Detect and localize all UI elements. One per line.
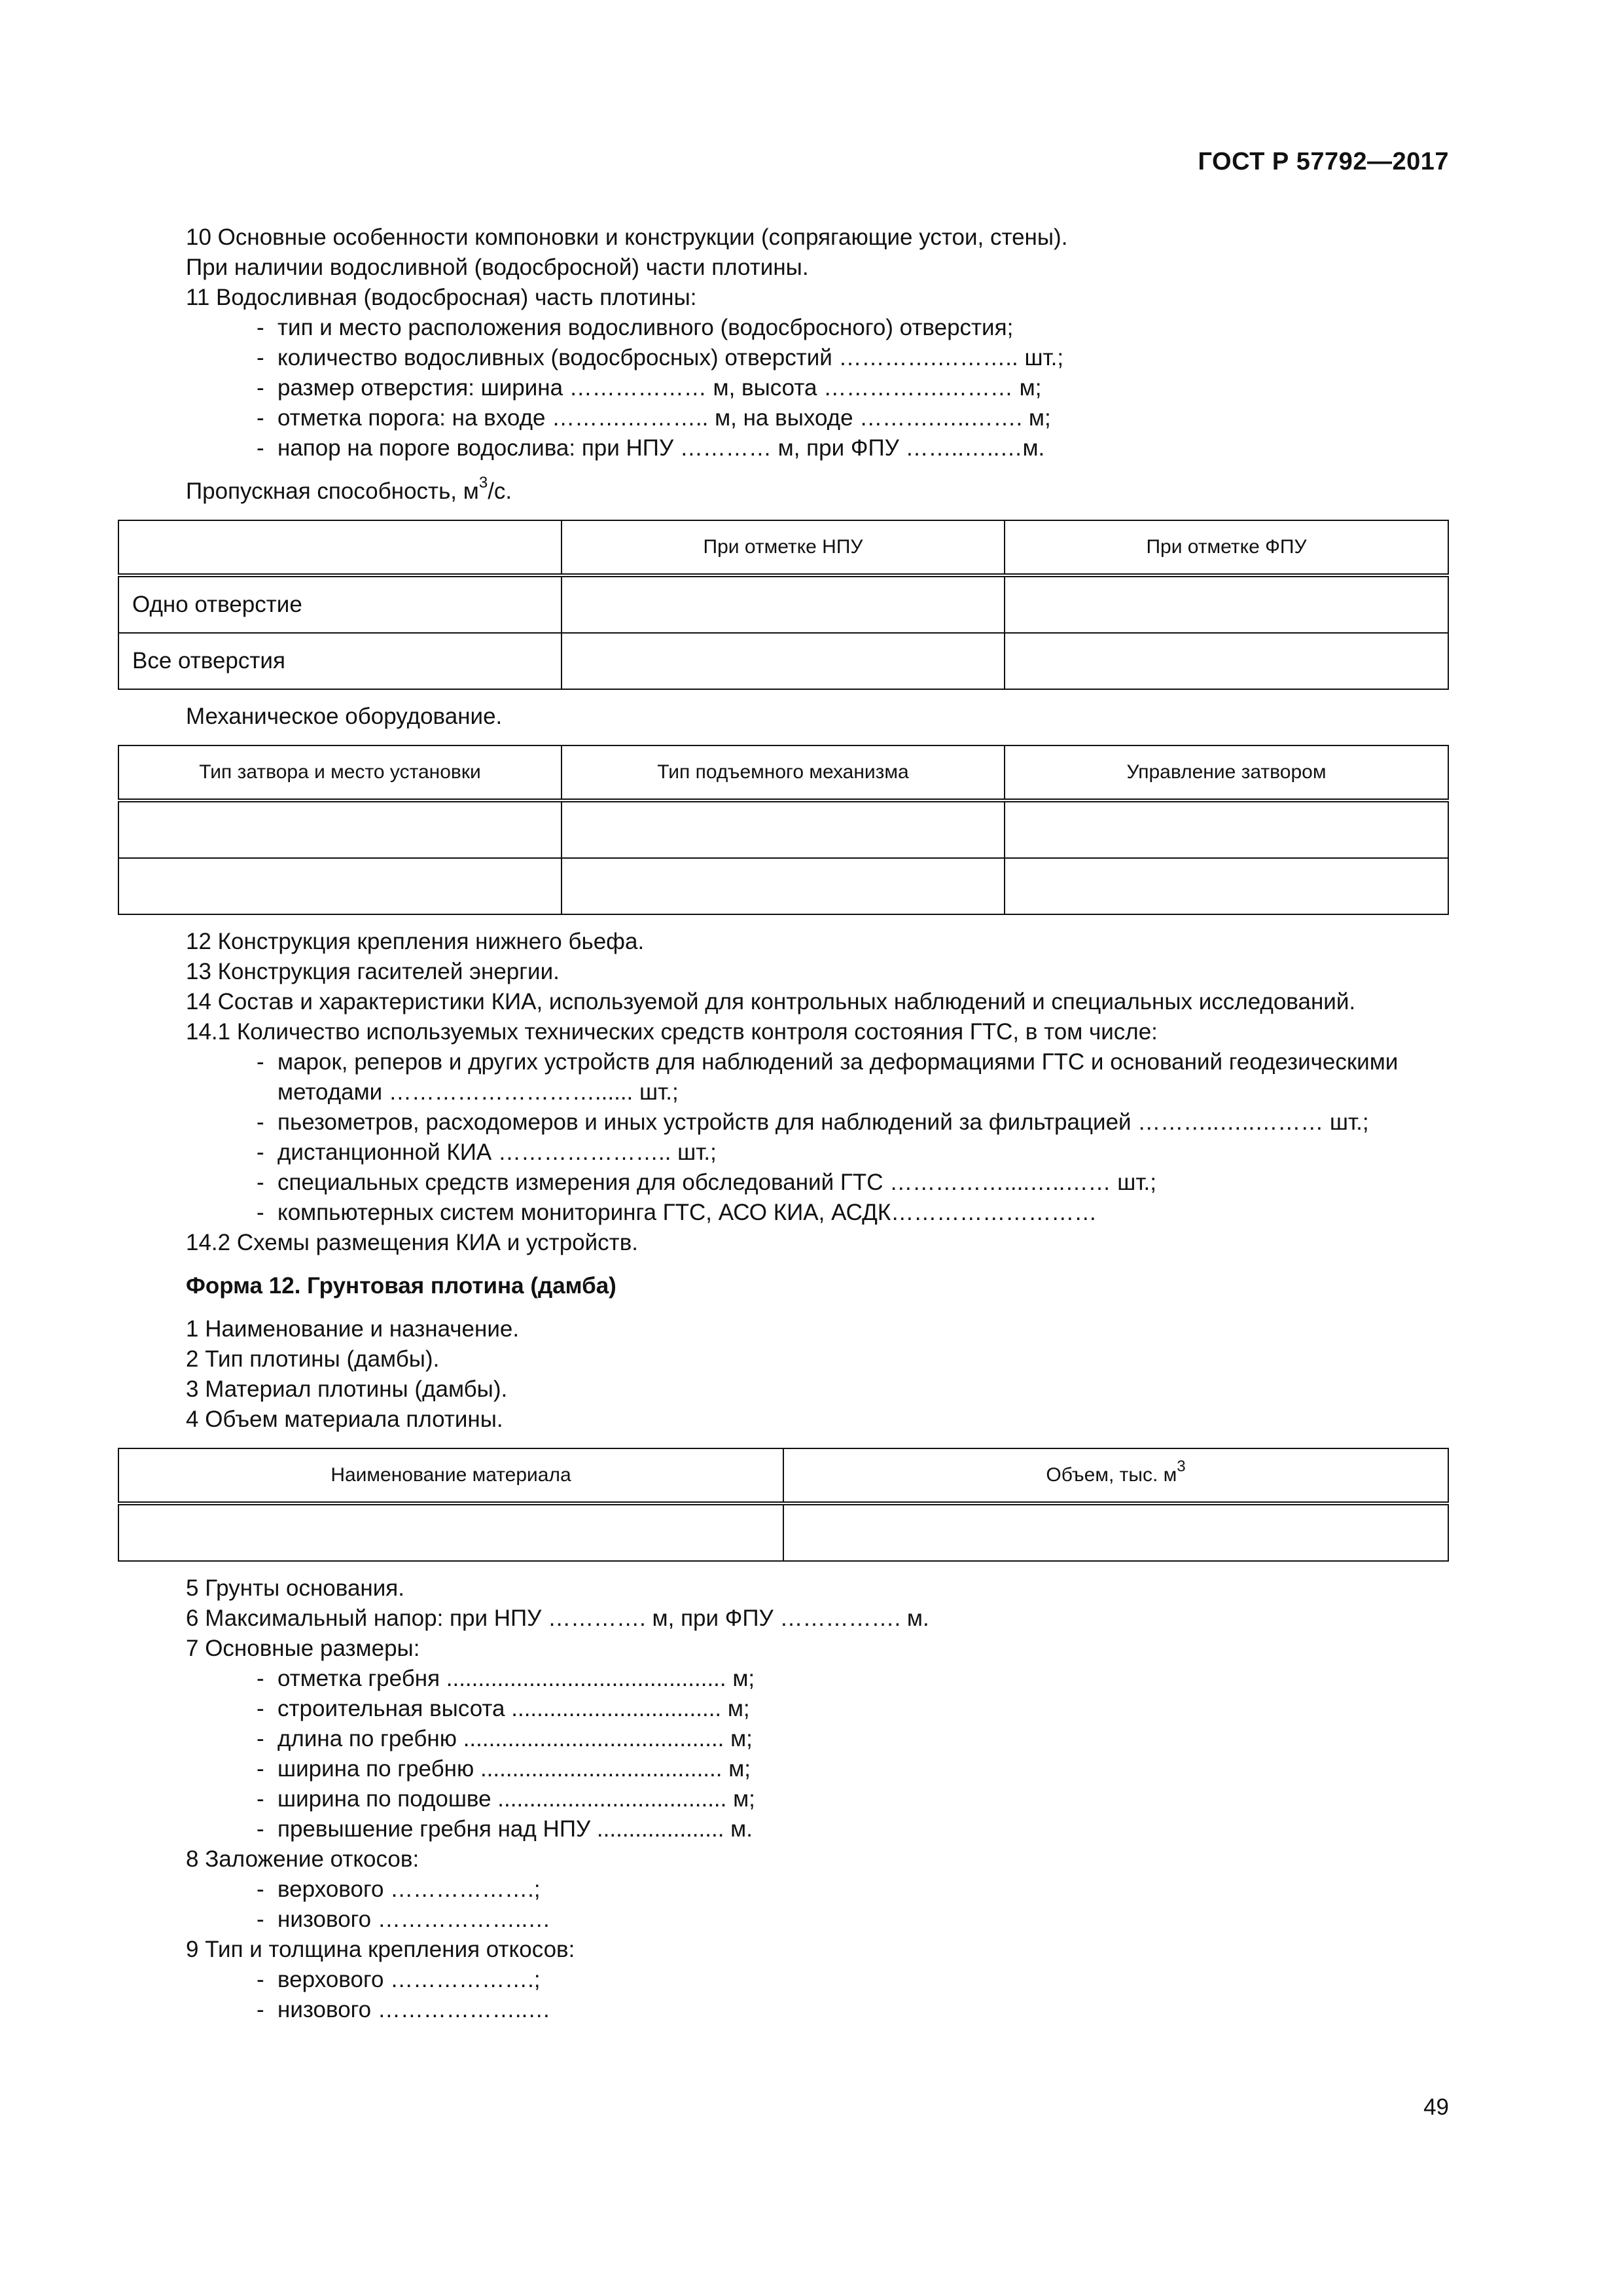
paragraph-10: 10 Основные особенности компоновки и конструкции (сопрягающие устои, стены). bbox=[186, 224, 1068, 250]
form-12-item: 9 Тип и толщина крепления откосов: bbox=[186, 1937, 575, 1962]
list-item: - ширина по гребню ...................................... м; bbox=[186, 1754, 1449, 1784]
page-number: 49 bbox=[1423, 2094, 1449, 2120]
list-item: - пьезометров, расходомеров и иных устройств для наблюдений за фильтрацией ………..…..……… шт.; bbox=[186, 1107, 1449, 1138]
capacity-table bbox=[118, 520, 1449, 690]
table-cell bbox=[562, 800, 1005, 858]
list-item: - отметка порога: на входе ……….……….. м, на выходе ……….…..……. м; bbox=[186, 403, 1449, 433]
paragraph-14: 14 Состав и характеристики КИА, используемой для контрольных наблюдений и специальных исследований. bbox=[186, 989, 1356, 1014]
form-12-item: 6 Максимальный напор: при НПУ …………. м, при ФПУ ……………. м. bbox=[186, 1605, 929, 1631]
table-cell bbox=[1005, 858, 1448, 914]
equipment-table bbox=[118, 745, 1449, 915]
list-item: - строительная высота ................................. м; bbox=[186, 1694, 1449, 1724]
list-item: - низового ………………..… bbox=[186, 1905, 1449, 1935]
list-item: - превышение гребня над НПУ .................... м. bbox=[186, 1814, 1449, 1844]
form-12-item: 7 Основные размеры: bbox=[186, 1636, 420, 1661]
table-cell bbox=[118, 800, 562, 858]
list-item: - тип и место расположения водосливного (водосбросного) отверстия; bbox=[186, 313, 1449, 343]
form-12-item: 3 Материал плотины (дамбы). bbox=[186, 1376, 508, 1402]
paragraph-14-2: 14.2 Схемы размещения КИА и устройств. bbox=[186, 1230, 639, 1255]
document-code: ГОСТ Р 57792—2017 bbox=[1198, 148, 1449, 175]
table-cell bbox=[1005, 633, 1448, 689]
form-12-item: 2 Тип плотины (дамбы). bbox=[186, 1346, 440, 1372]
table-row bbox=[118, 1503, 1448, 1561]
table-header-cell: При отметке ФПУ bbox=[1005, 520, 1448, 575]
list-item: - марок, реперов и других устройств для наблюдений за деформациями ГТС и оснований геодезическими методами ………………………...... шт.; bbox=[186, 1047, 1449, 1107]
form-12-item: 5 Грунты основания. bbox=[186, 1575, 404, 1601]
form-12-title: Форма 12. Грунтовая плотина (дамба) bbox=[186, 1273, 616, 1299]
table-cell bbox=[1005, 575, 1448, 633]
table-header-row bbox=[118, 520, 1448, 575]
list-item: - верхового ……………….; bbox=[186, 1874, 1449, 1905]
form-12-item: 8 Заложение откосов: bbox=[186, 1846, 419, 1872]
table-row bbox=[118, 800, 1448, 858]
table-header-cell: Тип подъемного механизма bbox=[562, 745, 1005, 800]
page-content bbox=[132, 223, 1449, 2025]
list-item: - размер отверстия: ширина ……………… м, высота …………….……… м; bbox=[186, 373, 1449, 403]
form-12-item: 1 Наименование и назначение. bbox=[186, 1316, 520, 1342]
list-item: - длина по гребню ......................................... м; bbox=[186, 1724, 1449, 1754]
table-row bbox=[118, 633, 1448, 689]
table-header-cell: При отметке НПУ bbox=[562, 520, 1005, 575]
list-item: - специальных средств измерения для обследований ГТС ……………....…..…… шт.; bbox=[186, 1168, 1449, 1198]
table-cell bbox=[1005, 800, 1448, 858]
capacity-label: Пропускная способность, $м^3/с$. bbox=[186, 474, 512, 504]
table-header-cell: Управление затвором bbox=[1005, 745, 1448, 800]
table-cell bbox=[562, 633, 1005, 689]
table-cell bbox=[118, 1503, 783, 1561]
list-item: - отметка гребня ............................................ м; bbox=[186, 1664, 1449, 1694]
table-header-cell bbox=[118, 520, 562, 575]
table-header-cell: Тип затвора и место установки bbox=[118, 745, 562, 800]
list-item: - напор на пороге водослива: при НПУ ………… м, при ФПУ ……..…..…м. bbox=[186, 433, 1449, 463]
paragraph-12: 12 Конструкция крепления нижнего бьефа. bbox=[186, 929, 645, 954]
paragraph-13: 13 Конструкция гасителей энергии. bbox=[186, 959, 560, 984]
table-row bbox=[118, 858, 1448, 914]
table-header-cell: Наименование материала bbox=[118, 1448, 783, 1503]
table-row bbox=[118, 575, 1448, 633]
paragraph-14-1: 14.1 Количество используемых технических средств контроля состояния ГТС, в том числе: bbox=[186, 1019, 1158, 1045]
table-cell: Все отверстия bbox=[118, 633, 562, 689]
list-item: - верхового ……………….; bbox=[186, 1965, 1449, 1995]
table-header-cell: Объем, тыс. $м^3$ bbox=[783, 1448, 1448, 1503]
table-cell: Одно отверстие bbox=[118, 575, 562, 633]
mechanical-label: Механическое оборудование. bbox=[186, 704, 503, 729]
table-cell bbox=[562, 858, 1005, 914]
list-item: - компьютерных систем мониторинга ГТС, АСО КИА, АСДК……………………… bbox=[186, 1198, 1449, 1228]
material-table bbox=[118, 1448, 1449, 1562]
table-cell bbox=[118, 858, 562, 914]
table-cell bbox=[562, 575, 1005, 633]
form-12-item: 4 Объем материала плотины. bbox=[186, 1407, 503, 1432]
list-item: - дистанционной КИА ………………….. шт.; bbox=[186, 1138, 1449, 1168]
paragraph-11: 11 Водосливная (водосбросная) часть плотины: bbox=[186, 285, 697, 310]
list-item: - низового ………………..… bbox=[186, 1995, 1449, 2025]
paragraph-spillway-note: При наличии водосливной (водосбросной) части плотины. bbox=[186, 255, 809, 280]
table-cell bbox=[783, 1503, 1448, 1561]
table-header-row bbox=[118, 745, 1448, 800]
table-header-row bbox=[118, 1448, 1448, 1503]
list-item: - ширина по подошве .................................... м; bbox=[186, 1784, 1449, 1814]
list-item: - количество водосливных (водосбросных) отверстий ………….……….. шт.; bbox=[186, 343, 1449, 373]
